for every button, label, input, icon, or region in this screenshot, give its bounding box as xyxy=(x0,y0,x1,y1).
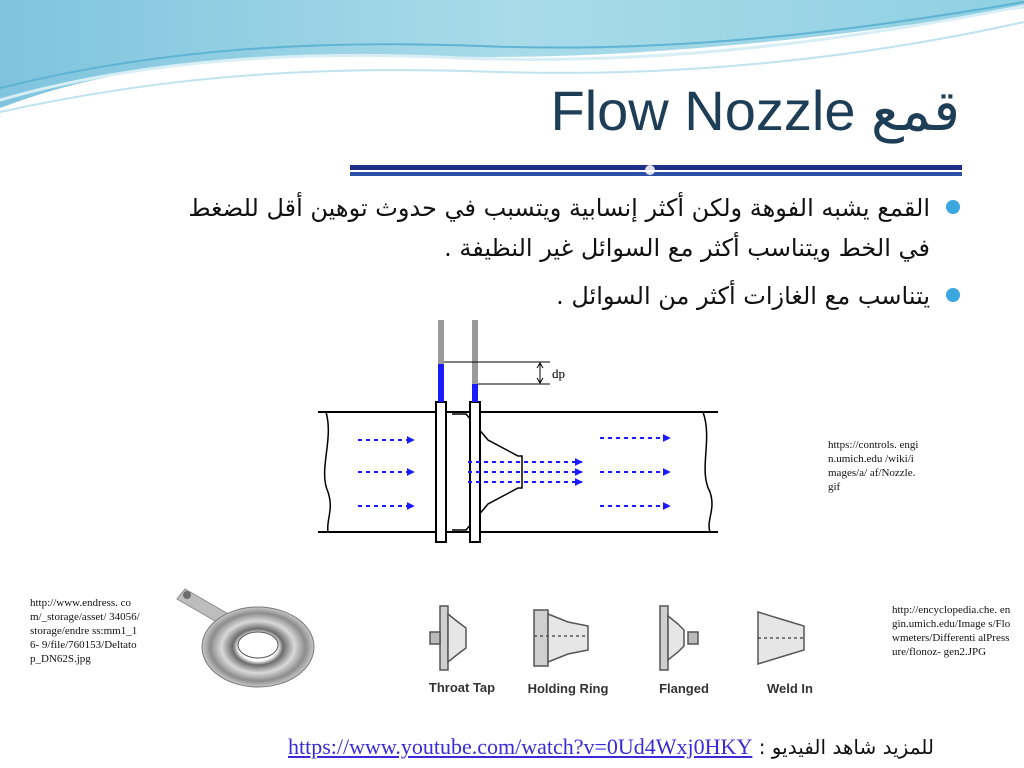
nozzle-type-label: Weld In xyxy=(767,681,813,696)
bullet-text-line: يتناسب مع الغازات أكثر من السوائل . xyxy=(556,282,930,310)
pressure-taps xyxy=(438,320,478,402)
nozzle-flow-diagram xyxy=(318,320,738,570)
bullet-dot-icon xyxy=(946,288,960,302)
bullet-item xyxy=(64,276,964,316)
nozzle-type-label: Throat Tap xyxy=(428,680,496,695)
nozzle-types-figure xyxy=(422,596,842,706)
video-reference xyxy=(288,734,934,760)
dp-label: dp xyxy=(552,366,565,381)
bullet-text-line: القمع يشبه الفوهة ولكن أكثر إنسابية ويتسبب في حدوث توهين أقل للضغط xyxy=(188,194,930,222)
nozzle-type-label: Flanged xyxy=(659,681,709,696)
image-source-caption: http://www.endress. com/_storage/asset/ 34056/storage/endre ss:mm1_16- 9/file/760153/Deltato p_DN62S.jpg xyxy=(30,597,140,665)
title-underline xyxy=(350,164,962,178)
bullet-dot-icon xyxy=(946,200,960,214)
image-source-caption: https://controls. engin.umich.edu /wiki/images/a/ af/Nozzle.gif xyxy=(828,439,919,493)
nozzle-type-label: Holding Ring xyxy=(527,681,609,696)
flange-plates xyxy=(436,402,480,542)
holding-ring-sketch xyxy=(534,610,588,666)
video-reference-label: للمزيد شاهد الفيديو : xyxy=(758,735,934,759)
bullet-list xyxy=(64,188,964,316)
slide-title: Flow Nozzle قمع xyxy=(550,79,960,142)
nozzle-ring-photo xyxy=(145,575,360,700)
flanged-sketch xyxy=(660,606,698,670)
weld-in-sketch xyxy=(758,612,804,664)
dp-indicator xyxy=(444,362,550,384)
flow-arrows xyxy=(358,438,670,506)
bullet-item xyxy=(64,188,964,268)
image-source-caption: http://encyclopedia.che. engin.umich.edu/Image s/Flowmeters/Differenti alPressure/flonoz- gen2.JPG xyxy=(892,604,1011,658)
throat-tap-sketch xyxy=(430,606,466,670)
youtube-video-link[interactable]: https://www.youtube.com/watch?v=0Ud4Wxj0HKY xyxy=(287,734,753,759)
bullet-text-line: في الخط ويتناسب أكثر مع السوائل غير النظيفة . xyxy=(444,234,930,262)
